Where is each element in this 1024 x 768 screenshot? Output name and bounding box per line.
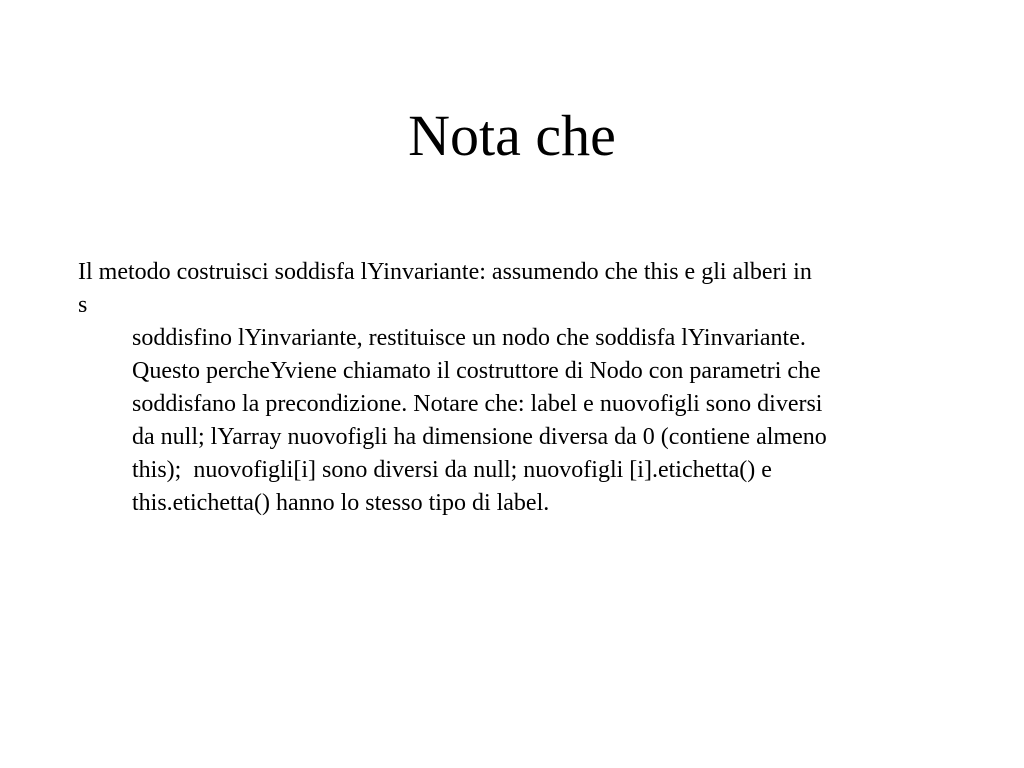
slide-title: Nota che xyxy=(408,103,616,168)
body-line: s xyxy=(78,292,88,318)
body-line: da null; lYarray nuovofigli ha dimensione diversa da 0 (contiene almeno xyxy=(132,424,827,450)
body-line: this.etichetta() hanno lo stesso tipo di label. xyxy=(132,490,550,516)
body-line: Il metodo costruisci soddisfa lYinvariante: assumendo che this e gli alberi in xyxy=(78,259,812,285)
body-line: soddisfino lYinvariante, restituisce un nodo che soddisfa lYinvariante. xyxy=(132,325,806,351)
body-line: Questo percheYviene chiamato il costruttore di Nodo con parametri che xyxy=(132,358,821,384)
body-line: soddisfano la precondizione. Notare che: label e nuovofigli sono diversi xyxy=(132,391,823,417)
slide-body xyxy=(78,256,958,520)
body-line: this); nuovofigli[i] sono diversi da null; nuovofigli [i].etichetta() e xyxy=(132,457,772,483)
